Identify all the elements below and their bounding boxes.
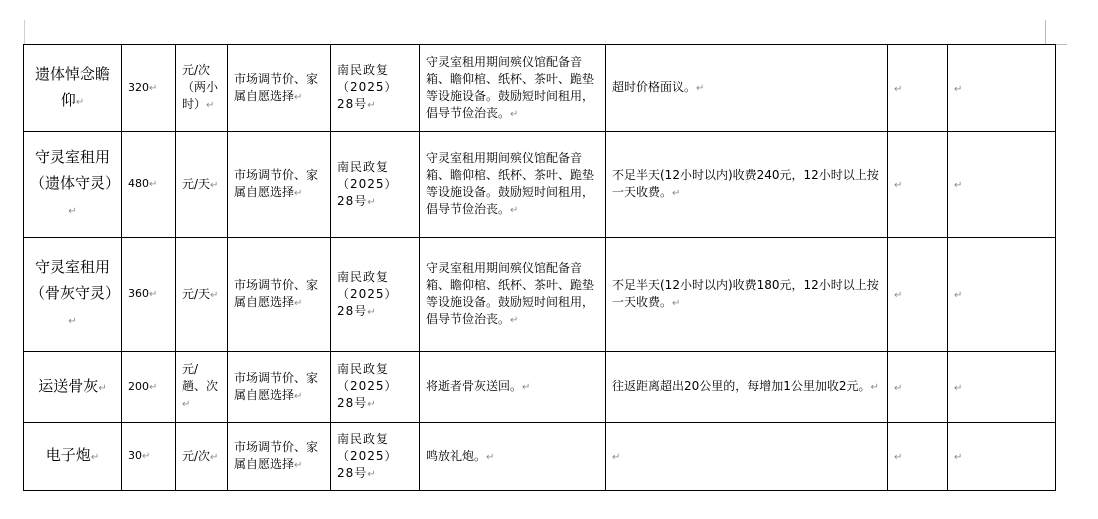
note-text: 不足半天(12小时以内)收费240元，12小时以上按一天收费。: [612, 168, 879, 199]
unit-cell[interactable]: 元/天↵: [176, 238, 228, 352]
price-cell[interactable]: 360↵: [122, 238, 176, 352]
document-ref: 南民政复（2025）28号: [337, 159, 398, 208]
document-ref-cell[interactable]: 南民政复（2025）28号↵: [331, 132, 420, 238]
price-cell[interactable]: 200↵: [122, 352, 176, 423]
service-desc: 守灵室租用期间殡仪馆配备音箱、瞻仰棺、纸杯、茶叶、跪垫等设施设备。鼓励短时间租用，倡导节俭治丧。: [426, 54, 595, 120]
price-unit: 元/天: [182, 176, 211, 191]
service-desc-cell[interactable]: 守灵室租用期间殡仪馆配备音箱、瞻仰棺、纸杯、茶叶、跪垫等设施设备。鼓励短时间租用，倡导节俭治丧。↵: [420, 238, 606, 352]
pricing-basis: 市场调节价、家属自愿选择: [234, 440, 319, 471]
document-ref-cell[interactable]: 南民政复（2025）28号↵: [331, 423, 420, 491]
service-desc: 守灵室租用期间殡仪馆配备音箱、瞻仰棺、纸杯、茶叶、跪垫等设施设备。鼓励短时间租用，倡导节俭治丧。: [426, 261, 595, 326]
table-row: [24, 238, 1056, 352]
service-desc-cell[interactable]: 鸣放礼炮。↵: [420, 423, 606, 491]
document-ref: 南民政复（2025）28号: [337, 269, 398, 318]
pricing-basis-cell[interactable]: 市场调节价、家属自愿选择↵: [228, 238, 331, 352]
empty-cell[interactable]: ↵: [948, 423, 1056, 491]
fee-table: [23, 44, 1056, 491]
pricing-basis: 市场调节价、家属自愿选择: [234, 278, 319, 309]
price-cell[interactable]: 320↵: [122, 45, 176, 132]
pricing-basis-cell[interactable]: 市场调节价、家属自愿选择↵: [228, 45, 331, 132]
price-unit: 元/天: [182, 286, 211, 301]
empty-cell[interactable]: ↵: [888, 132, 948, 238]
service-desc-cell[interactable]: 守灵室租用期间殡仪馆配备音箱、瞻仰棺、纸杯、茶叶、跪垫等设施设备。鼓励短时间租用，倡导节俭治丧。↵: [420, 132, 606, 238]
pricing-basis: 市场调节价、家属自愿选择: [234, 168, 319, 199]
price-value: 200: [128, 379, 149, 393]
document-ref: 南民政复（2025）28号: [337, 362, 398, 410]
note-text: 超时价格面议。: [612, 80, 697, 94]
price-value: 320: [128, 80, 149, 94]
price-unit: 元/趟、次: [182, 362, 219, 393]
note-cell[interactable]: 不足半天(12小时以内)收费180元，12小时以上按一天收费。↵: [606, 238, 888, 352]
unit-cell[interactable]: 元/次（两小时）↵: [176, 45, 228, 132]
empty-cell[interactable]: ↵: [888, 238, 948, 352]
pricing-basis-cell[interactable]: 市场调节价、家属自愿选择↵: [228, 132, 331, 238]
item-name: 运送骨灰: [38, 376, 99, 395]
item-name: 遗体悼念瞻仰: [34, 64, 110, 109]
document-ref: 南民政复（2025）28号: [337, 63, 398, 111]
unit-cell[interactable]: 元/天↵: [176, 132, 228, 238]
service-desc-cell[interactable]: 守灵室租用期间殡仪馆配备音箱、瞻仰棺、纸杯、茶叶、跪垫等设施设备。鼓励短时间租用，倡导节俭治丧。↵: [420, 45, 606, 132]
empty-cell[interactable]: ↵: [948, 132, 1056, 238]
document-ref-cell[interactable]: 南民政复（2025）28号↵: [331, 238, 420, 352]
price-unit: 元/次: [182, 448, 211, 463]
pricing-basis: 市场调节价、家属自愿选择: [234, 71, 319, 103]
empty-cell[interactable]: ↵: [948, 238, 1056, 352]
price-value: 30: [128, 449, 142, 462]
empty-cell[interactable]: ↵: [888, 45, 948, 132]
item-name: 守灵室租用（遗体守灵）: [30, 148, 121, 192]
service-desc: 鸣放礼炮。: [426, 448, 487, 463]
price-value: 360: [128, 287, 149, 300]
item-name: 电子炮: [45, 446, 91, 464]
document-ref-cell[interactable]: 南民政复（2025）28号↵: [331, 352, 420, 423]
item-name-cell[interactable]: 运送骨灰↵: [24, 352, 122, 423]
empty-cell[interactable]: ↵: [888, 352, 948, 423]
note-text: 不足半天(12小时以内)收费180元，12小时以上按一天收费。: [612, 278, 879, 309]
document-ref-cell[interactable]: 南民政复（2025）28号↵: [331, 45, 420, 132]
page-margin-guide: [24, 20, 25, 44]
table-row: [24, 423, 1056, 491]
item-name-cell[interactable]: 守灵室租用（骨灰守灵）↵: [24, 238, 122, 352]
page-corner-mark: [1045, 20, 1046, 44]
item-name-cell[interactable]: 守灵室租用（遗体守灵）↵: [24, 132, 122, 238]
pricing-basis: 市场调节价、家属自愿选择: [234, 370, 319, 402]
pricing-basis-cell[interactable]: 市场调节价、家属自愿选择↵: [228, 423, 331, 491]
price-cell[interactable]: 30↵: [122, 423, 176, 491]
item-name-cell[interactable]: 电子炮↵: [24, 423, 122, 491]
note-cell[interactable]: 往返距离超出20公里的，每增加1公里加收2元。↵: [606, 352, 888, 423]
unit-cell[interactable]: 元/次↵: [176, 423, 228, 491]
empty-cell[interactable]: ↵: [888, 423, 948, 491]
empty-cell[interactable]: ↵: [948, 45, 1056, 132]
table-row: [24, 352, 1056, 423]
document-ref: 南民政复（2025）28号: [337, 431, 398, 480]
table-row: [24, 45, 1056, 132]
service-desc: 守灵室租用期间殡仪馆配备音箱、瞻仰棺、纸杯、茶叶、跪垫等设施设备。鼓励短时间租用，倡导节俭治丧。: [426, 151, 595, 216]
unit-cell[interactable]: 元/趟、次↵: [176, 352, 228, 423]
price-value: 480: [128, 177, 149, 190]
note-cell[interactable]: 不足半天(12小时以内)收费240元，12小时以上按一天收费。↵: [606, 132, 888, 238]
note-cell[interactable]: 超时价格面议。↵: [606, 45, 888, 132]
price-cell[interactable]: 480↵: [122, 132, 176, 238]
service-desc-cell[interactable]: 将逝者骨灰送回。↵: [420, 352, 606, 423]
note-text: 往返距离超出20公里的，每增加1公里加收2元。: [612, 379, 871, 393]
note-cell[interactable]: ↵: [606, 423, 888, 491]
table-row: [24, 132, 1056, 238]
item-name-cell[interactable]: 遗体悼念瞻仰↵: [24, 45, 122, 132]
pricing-basis-cell[interactable]: 市场调节价、家属自愿选择↵: [228, 352, 331, 423]
price-unit: 元/次（两小时）: [182, 63, 219, 111]
empty-cell[interactable]: ↵: [948, 352, 1056, 423]
item-name: 守灵室租用（骨灰守灵）: [30, 258, 121, 302]
service-desc: 将逝者骨灰送回。: [426, 379, 523, 393]
